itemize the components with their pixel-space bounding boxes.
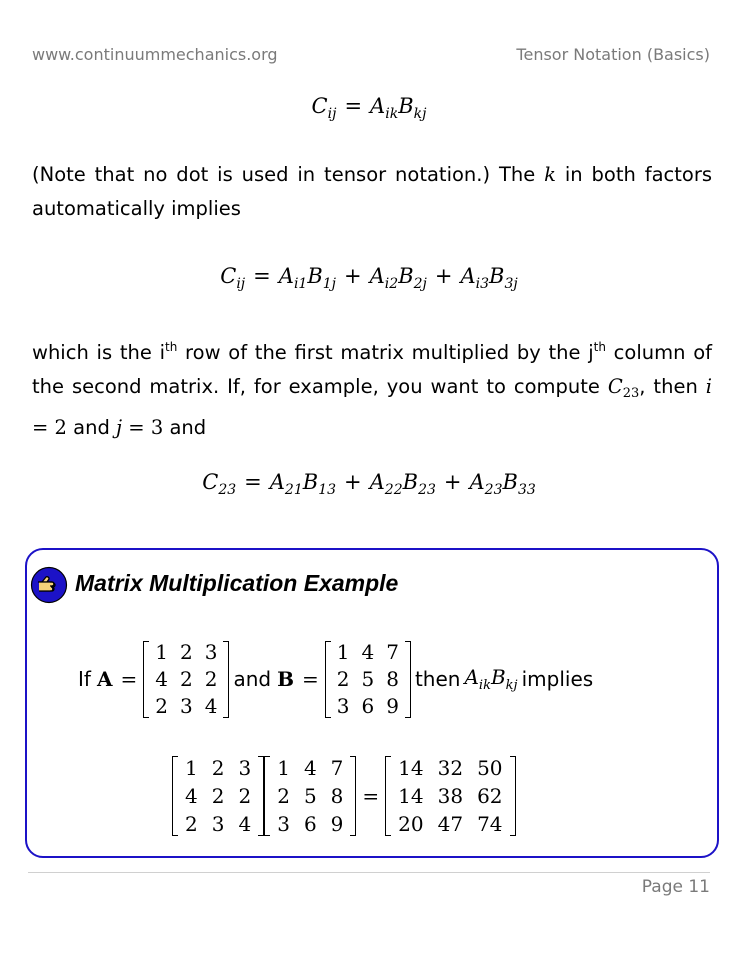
matrix-cell: 2	[277, 784, 290, 808]
matrix-cell: 2	[211, 756, 225, 780]
matrix-cell: 4	[185, 784, 198, 808]
matrix-cell: 50	[477, 756, 503, 780]
matrix-product-row	[172, 755, 516, 837]
section-title: Tensor Notation (Basics)	[516, 45, 710, 64]
matrix-cell: 1	[336, 639, 350, 664]
matrix-cell: 4	[155, 666, 168, 691]
equation-cij: $C_{ij} = A_{ik}B_{kj}$	[311, 94, 427, 122]
matrix-cell: 2	[238, 784, 252, 808]
matrix-cell: 6	[361, 693, 375, 718]
matrix-cell: 4	[238, 812, 252, 836]
matrix-cell: 14	[398, 756, 424, 780]
matrix-cell: 3	[211, 812, 225, 836]
matrix-a-product	[172, 754, 264, 838]
paragraph-row-column: which is the $i^{th}$ row of the first matrix multiplied by the $j^{th}$ column of the second matrix. If, for example, you want to compute $C_{23}$, then i = 2 and j = 3 and	[32, 340, 712, 439]
matrix-cell: 5	[361, 666, 375, 691]
matrix-cell: 2	[179, 666, 193, 691]
matrix-cell: 4	[303, 756, 317, 780]
matrix-cell: 1	[185, 756, 198, 780]
example-title: Matrix Multiplication Example	[75, 570, 399, 596]
matrix-cell: 20	[398, 812, 424, 836]
matrix-cell: 3	[277, 812, 290, 836]
footer-divider	[28, 872, 710, 873]
matrix-cell: 3	[336, 693, 350, 718]
matrix-a-symbol: A	[96, 667, 113, 691]
matrix-cell: 2	[185, 812, 198, 836]
matrix-cell: 2	[155, 693, 168, 718]
matrix-result	[385, 754, 515, 838]
equals-sign: =	[120, 667, 138, 691]
matrix-cell: 62	[477, 784, 503, 808]
page-number: Page 11	[641, 877, 710, 897]
matrix-cell: 74	[477, 812, 503, 836]
then-label: then	[414, 667, 461, 691]
matrix-a	[143, 639, 229, 720]
equals-sign: =	[362, 784, 380, 808]
matrix-cell: 7	[386, 639, 399, 664]
if-label: If	[78, 667, 91, 691]
matrix-cell: 47	[437, 812, 464, 836]
pointing-hand-icon	[30, 566, 68, 604]
matrix-cell: 4	[361, 639, 375, 664]
and-label: and	[233, 667, 272, 691]
equation-c23: $C_{23} = A_{21}B_{13} + A_{22}B_{23} + A_{23}B_{33}$	[202, 470, 536, 498]
matrix-cell: 38	[437, 784, 464, 808]
matrix-cell: 3	[204, 639, 218, 664]
matrix-cell: 2	[204, 666, 218, 691]
matrix-cell: 4	[204, 693, 218, 718]
matrix-b-symbol: B	[277, 667, 294, 691]
matrix-cell: 1	[155, 639, 168, 664]
matrix-cell: 5	[303, 784, 317, 808]
matrix-cell: 8	[386, 666, 399, 691]
matrix-cell: 32	[437, 756, 464, 780]
matrix-cell: 7	[330, 756, 344, 780]
matrix-cell: 9	[386, 693, 399, 718]
matrix-cell: 1	[277, 756, 290, 780]
example-definition-row	[74, 640, 597, 718]
matrix-cell: 2	[179, 639, 193, 664]
equals-sign: =	[302, 667, 319, 691]
matrix-cell: 2	[211, 784, 225, 808]
matrix-cell: 8	[330, 784, 344, 808]
matrix-cell: 6	[303, 812, 317, 836]
matrix-cell: 2	[336, 666, 350, 691]
equation-expanded: $C_{ij} = A_{i1}B_{1j} + A_{i2}B_{2j} + A_{i3}B_{3j}$	[220, 264, 518, 292]
expression-aik-bkj: $A_{ik}B_{kj}$	[464, 665, 518, 693]
paragraph-note: (Note that no dot is used in tensor notation.) The k in both factors automatically implies	[32, 163, 713, 220]
matrix-cell: 3	[238, 756, 252, 780]
matrix-cell: 9	[330, 812, 344, 836]
matrix-cell: 14	[398, 784, 424, 808]
matrix-b	[325, 639, 411, 720]
matrix-cell: 3	[179, 693, 193, 718]
implies-label: implies	[521, 667, 594, 691]
site-url[interactable]: www.continuummechanics.org	[32, 45, 278, 64]
matrix-b-product	[264, 754, 356, 838]
